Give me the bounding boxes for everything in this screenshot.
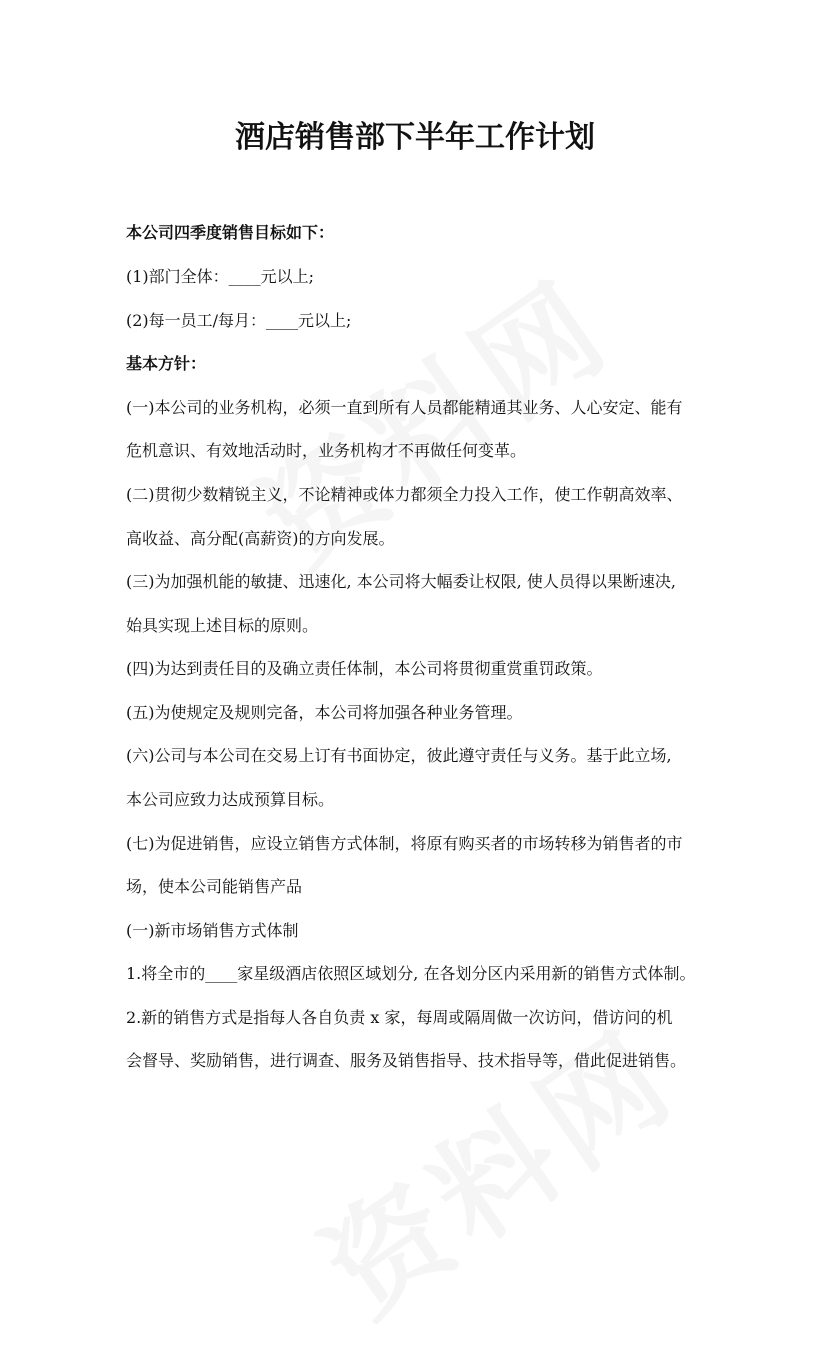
sales-target-heading: 本公司四季度销售目标如下：: [126, 223, 335, 242]
document-title: 酒店销售部下半年工作计划: [235, 120, 595, 155]
paragraph-line: 1.将全市的____家星级酒店依照区域划分, 在各划分区内采用新的销售方式体制。: [126, 964, 696, 983]
paragraph-line: (三)为加强机能的敏捷、迅速化, 本公司将大幅委让权限, 使人员得以果断速决,: [126, 572, 676, 591]
paragraph-line: (四)为达到责任目的及确立责任体制，本公司将贯彻重赏重罚政策。: [126, 659, 603, 678]
paragraph-line: (七)为促进销售，应设立销售方式体制，将原有购买者的市场转移为销售者的市: [126, 834, 683, 853]
paragraph-line: (二)贯彻少数精锐主义，不论精神或体力都须全力投入工作，使工作朝高效率、: [126, 485, 683, 504]
paragraph-line: 本公司应致力达成预算目标。: [126, 790, 335, 809]
section-heading: (一)新市场销售方式体制: [126, 921, 299, 940]
paragraph-line: 始具实现上述目标的原则。: [126, 616, 319, 635]
target-employee: (2)每一员工/每月：____元以上;: [126, 311, 352, 330]
paragraph-line: 危机意识、有效地活动时，业务机构才不再做任何变革。: [126, 441, 527, 460]
paragraph-line: 高收益、高分配(高薪资)的方向发展。: [126, 529, 395, 548]
paragraph-line: (六)公司与本公司在交易上订有书面协定，彼此遵守责任与义务。基于此立场,: [126, 746, 672, 765]
target-department: (1)部门全体：____元以上;: [126, 267, 315, 286]
paragraph-line: 场，使本公司能销售产品: [126, 877, 303, 896]
paragraph-line: 2.新的销售方式是指每人各自负责 x 家，每周或隔周做一次访问，借访问的机: [126, 1008, 673, 1027]
watermark-bottom: [286, 984, 704, 1348]
paragraph-line: (一)本公司的业务机构，必须一直到所有人员都能精通其业务、人心安定、能有: [126, 398, 683, 417]
basic-policy-heading: 基本方针：: [126, 354, 207, 373]
paragraph-line: (五)为使规定及规则完备，本公司将加强各种业务管理。: [126, 703, 523, 722]
paragraph-line: 会督导、奖励销售，进行调查、服务及销售指导、技术指导等，借此促进销售。: [126, 1051, 687, 1070]
